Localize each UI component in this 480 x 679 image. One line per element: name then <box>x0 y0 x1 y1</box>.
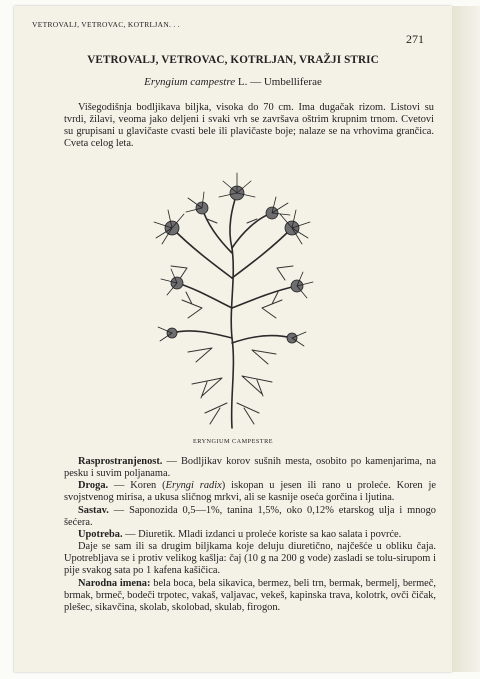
section-upotreba-detail: Daje se sam ili sa drugim biljkama koje deluju diuretično, najčešće u obliku čaja. Upotrebljava se i protiv velikog kašlja: čaj (10 g na 200 g vode) zasladi se tolu-sirupom i pije svakog sata po 1 kafena kašičica. <box>64 541 436 577</box>
plant-illustration <box>132 168 332 430</box>
authority-family: L. — Umbelliferae <box>235 76 322 88</box>
section-upotreba <box>64 529 436 541</box>
section-text: ) iskopan u jesen ili rano u proleće. Koren je svojstvenog mirisa, a ukusa sličnog mrkvi, ali se kasnije oseća gorčina i ljutina. <box>64 480 436 504</box>
body-text <box>64 456 436 614</box>
book-page <box>14 6 452 672</box>
section-droga <box>64 480 436 504</box>
section-label: Upotreba. <box>78 528 123 540</box>
section-label: Sastav. <box>78 504 109 516</box>
section-text: — Koren ( <box>108 480 166 492</box>
running-head: VETROVALJ, VETROVAC, KOTRLJAN. . . <box>32 20 180 29</box>
latin-term: Eryngi radix <box>165 480 222 492</box>
latin-name-line <box>14 76 452 88</box>
section-text: — Saponozida 0,5—1%, tanina 1,5%, oko 0,12% etarskog ulja i mnogo šećera. <box>64 504 436 528</box>
section-text: — Diuretik. Mladi izdanci u proleće koriste sa kao salata i povrće. <box>122 528 402 540</box>
section-narodna-imena <box>64 578 436 614</box>
section-label: Droga. <box>78 480 109 492</box>
section-rasprostranjenost <box>64 456 436 480</box>
next-page-edge <box>452 6 480 672</box>
section-sastav <box>64 505 436 529</box>
section-label: Rasprostranjenost. <box>78 456 163 467</box>
latin-name: Eryngium campestre <box>144 76 236 88</box>
section-text: — Bodljikav korov sušnih mesta, osobito po kamenjarima, na pesku i suvim poljanama. <box>64 456 436 480</box>
page-number: 271 <box>406 32 424 46</box>
section-text: bela boca, bela sikavica, bermez, beli trn, bermak, bermelj, bermeč, brmak, brmeč, bodeči trpotec, vakaš, valjavac, vekeš, kapinska trava, kolotrk, ovči čičak, plešec, sikavčina, skolab, skolobad, skulab, firogon. <box>64 577 436 613</box>
intro-paragraph: Višegodišnja bodljikava biljka, visoka do 70 cm. Ima dugačak rizom. Listovi su tvrdi, žilavi, veoma jako deljeni i svaki vrh se završava oštrim krupnim trnom. Cvetovi su grupisani u glavičaste cvasti bele ili plavičaste boje; nalaze se na vrhovima grančica. Cveta celog leta. <box>64 102 434 149</box>
illustration-caption: ERYNGIUM CAMPESTRE <box>193 438 273 445</box>
page-title: VETROVALJ, VETROVAC, KOTRLJAN, VRAŽJI STRIC <box>87 54 379 66</box>
section-label: Narodna imena: <box>78 577 151 589</box>
